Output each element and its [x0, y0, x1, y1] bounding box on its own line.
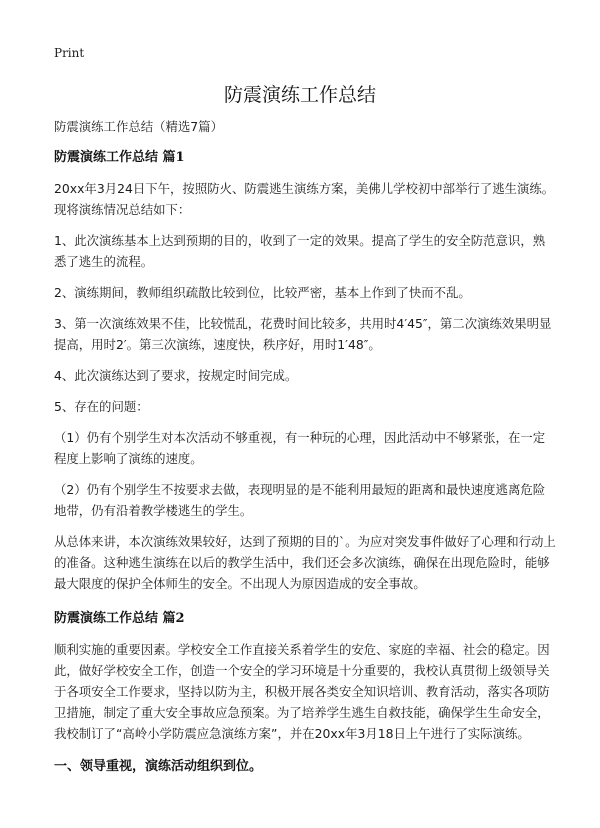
- subsection-heading: 一、领导重视，演练活动组织到位。: [54, 759, 263, 774]
- section-1-paragraph: 4、此次演练达到了要求，按规定时间完成。: [54, 368, 298, 383]
- section-2-paragraph: 顺利实施的重要因素。学校安全工作直接关系着学生的安危、家庭的幸福、社会的稳定。因此，做好学校安全工作，创造一个安全的学习环境是十分重要的，我校认真贯彻上级领导关于各项安全工作要求，坚持以防为主，积极开展各类安全知识培训、教育活动，落实各项防卫措施，制定了重大安全事故应急预案。为了培养学生逃生自救技能，确保学生生命安全，我校制订了“高岭小学防震应急演练方案”，并在20xx年3月18日上午进行了实际演练。: [54, 642, 550, 741]
- section-1-paragraph: 20xx年3月24日下午，按照防火、防震逃生演练方案，美佛儿学校初中部举行了逃生演练。现将演练情况总结如下：: [54, 181, 555, 217]
- section-2-heading: 防震演练工作总结 篇2: [54, 611, 185, 626]
- section-1-paragraph: 5、存在的问题：: [54, 399, 149, 414]
- section-1-heading: 防震演练工作总结 篇1: [54, 150, 185, 165]
- print-link[interactable]: Print: [54, 46, 85, 60]
- page-title: 防震演练工作总结: [223, 84, 376, 106]
- section-1-paragraph: （1）仍有个别学生对本次活动不够重视，有一种玩的心理，因此活动中不够紧张，在一定程度上影响了演练的速度。: [54, 430, 546, 466]
- section-1-paragraph: 1、此次演练基本上达到预期的目的，收到了一定的效果。提高了学生的安全防范意识，熟悉了逃生的流程。: [54, 233, 546, 269]
- section-1-paragraph: 3、第一次演练效果不佳，比较慌乱，花费时间比较多，共用时4′45″，第二次演练效果明显提高，用时2′。第三次演练，速度快，秩序好，用时1′48″。: [54, 316, 552, 352]
- section-1-paragraph: 从总体来讲，本次演练效果较好，达到了预期的目的`。为应对突发事件做好了心理和行动上的准备。这种逃生演练在以后的教学生活中，我们还会多次演练，确保在出现危险时，能够最大限度的保护全体师生的安全。不出现人为原因造成的安全事故。: [54, 534, 556, 591]
- section-1-paragraph: （2）仍有个别学生不按要求去做，表现明显的是不能利用最短的距离和最快速度逃离危险地带，仍有沿着教学楼逃生的学生。: [54, 482, 546, 518]
- document-subtitle: 防震演练工作总结（精选7篇）: [54, 119, 223, 134]
- section-1-paragraph: 2、演练期间，教师组织疏散比较到位，比较严密，基本上作到了快而不乱。: [54, 285, 471, 300]
- document-body: [54, 116, 556, 787]
